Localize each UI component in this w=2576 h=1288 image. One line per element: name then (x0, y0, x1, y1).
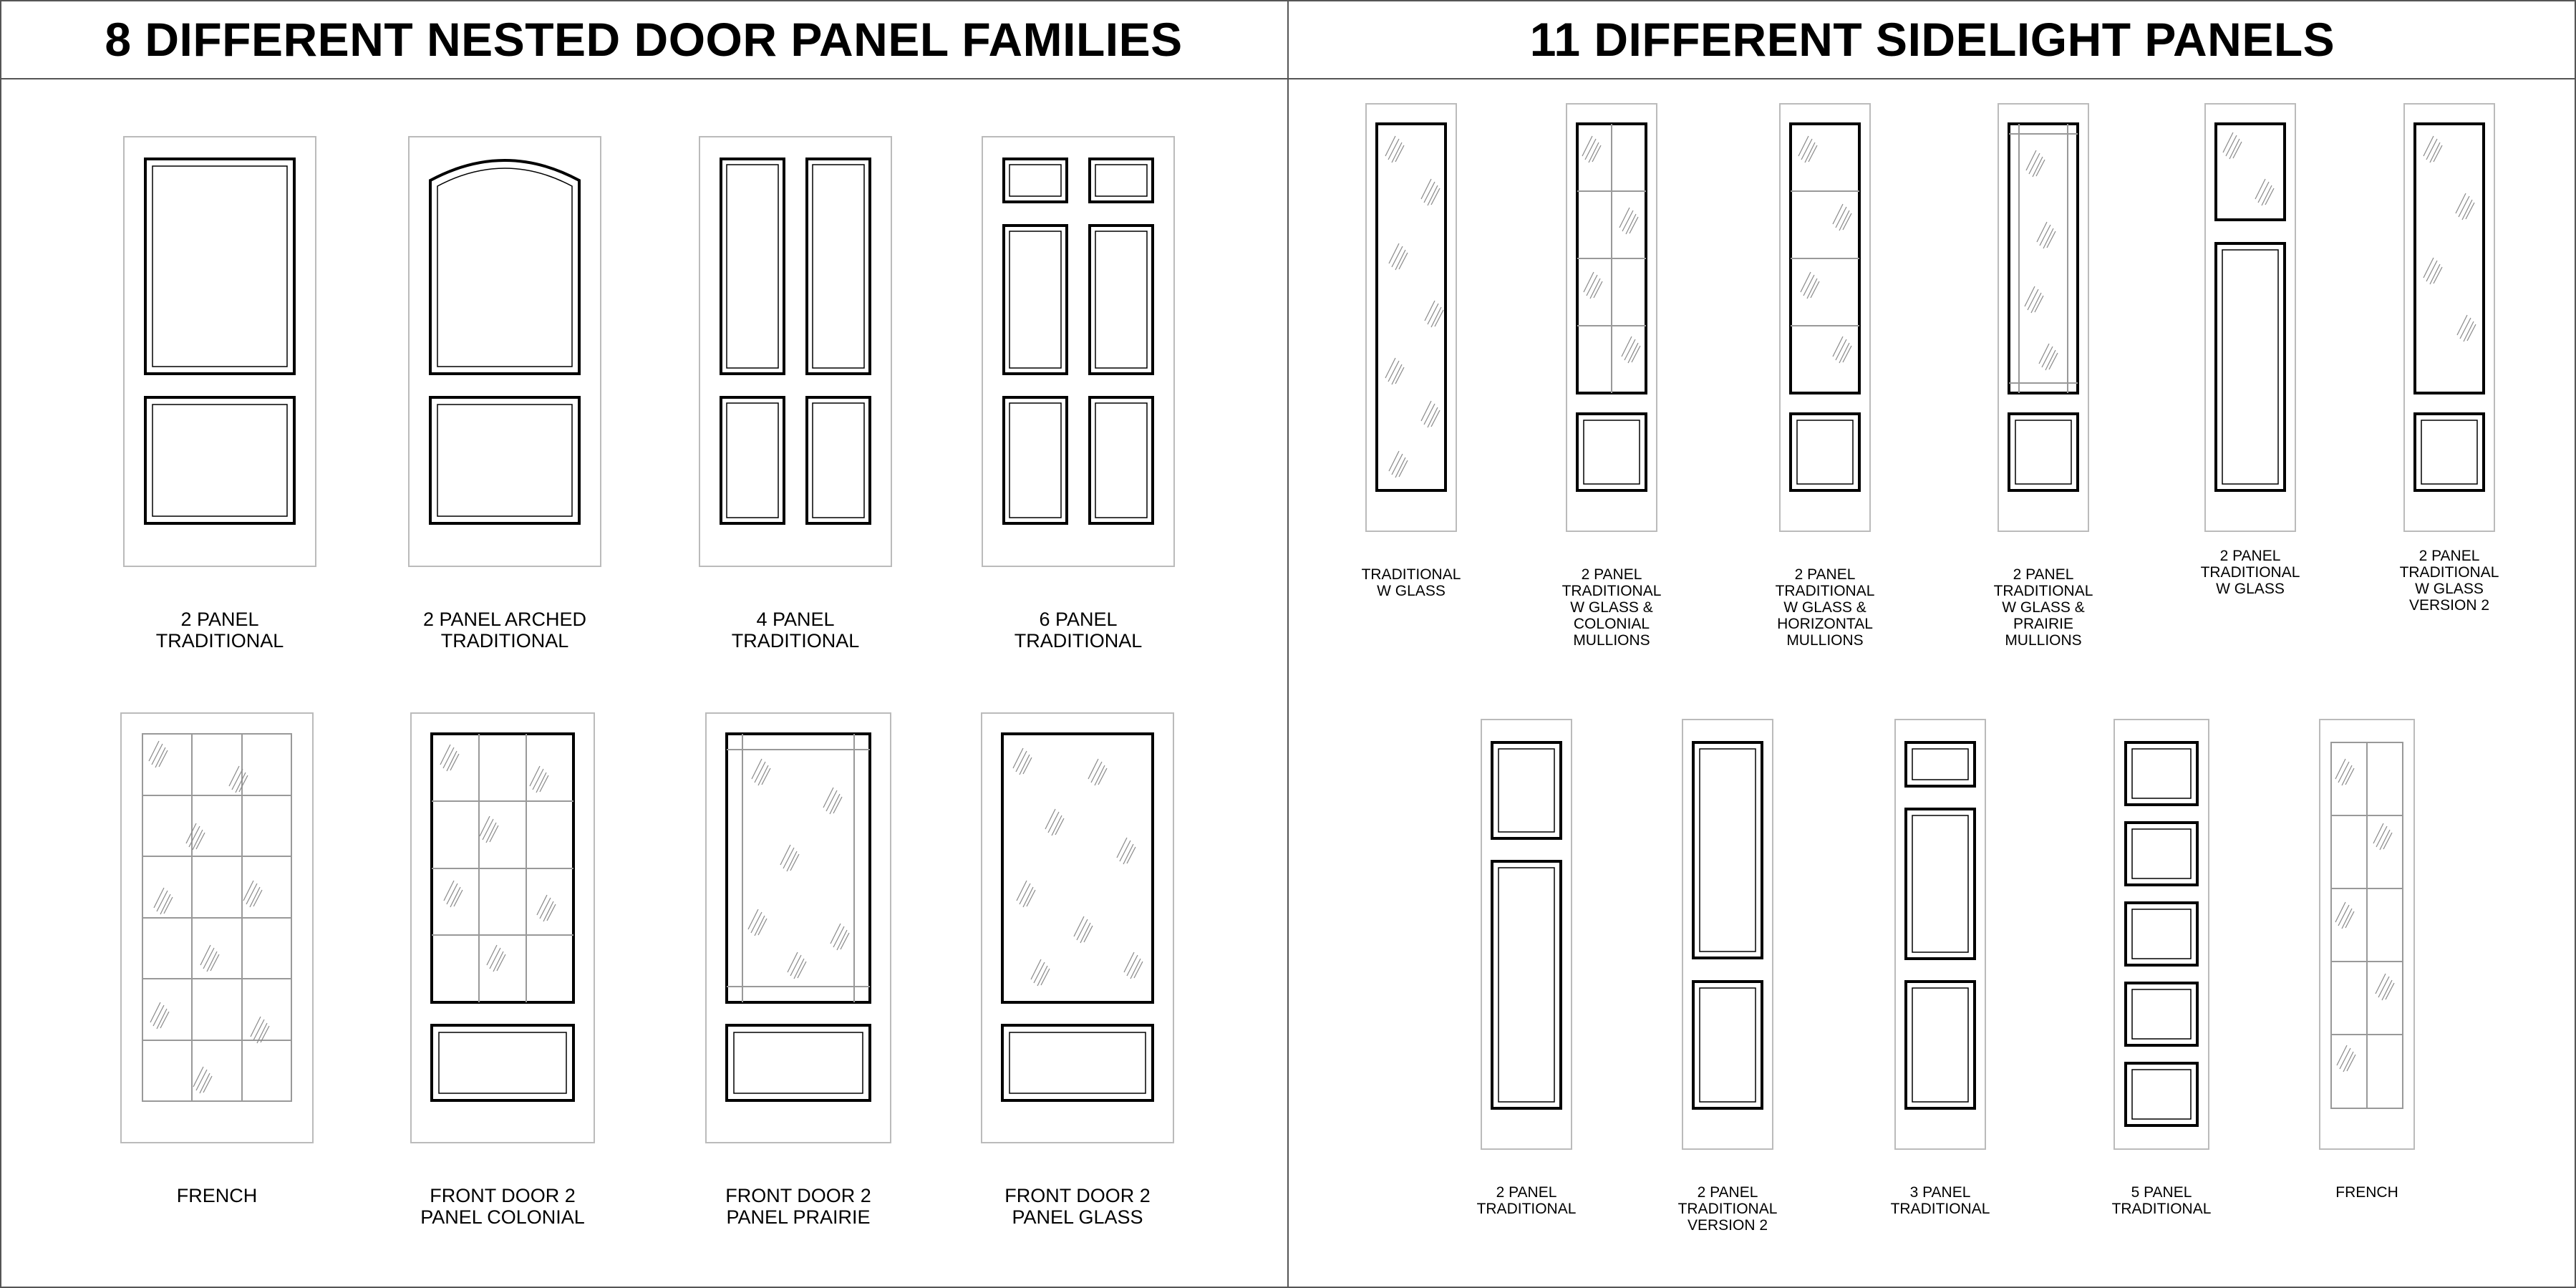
sidelight-caption-prairie-mullions: 2 PANEL TRADITIONAL W GLASS & PRAIRIE MULLIONS (1993, 566, 2093, 649)
sidelight-2-panel-traditional-w-glass-horizontal-mullions (1780, 104, 1870, 531)
sidelight-2-panel-traditional-version-2 (1682, 720, 1773, 1149)
sidelight-2-panel-traditional-w-glass-colonial-mullions (1567, 104, 1657, 531)
door-caption-french: FRENCH (176, 1185, 258, 1206)
door-front-2-panel-glass (982, 713, 1173, 1143)
door-caption-front-door-2-panel-prairie: FRONT DOOR 2 PANEL PRAIRIE (725, 1185, 871, 1228)
door-caption-2-panel-traditional: 2 PANEL TRADITIONAL (155, 609, 284, 652)
sidelight-french (2320, 720, 2414, 1149)
sidelight-2-panel-traditional-w-glass-version-2 (2404, 104, 2494, 531)
sidelight-caption-2-panel-traditional-w-glass: 2 PANEL TRADITIONAL W GLASS (2200, 548, 2300, 597)
sidelight-2-panel-traditional-w-glass (2205, 104, 2295, 531)
sidelight-2-panel-traditional (1481, 720, 1572, 1149)
door-caption-6-panel-traditional: 6 PANEL TRADITIONAL (1014, 609, 1143, 652)
sidelight-3-panel-traditional (1895, 720, 1985, 1149)
sidelight-caption-2-panel-traditional-version-2: 2 PANEL TRADITIONAL VERSION 2 (1677, 1184, 1778, 1234)
door-caption-front-door-2-panel-glass: FRONT DOOR 2 PANEL GLASS (1004, 1185, 1151, 1228)
sidelight-caption-3-panel-traditional: 3 PANEL TRADITIONAL (1890, 1184, 1990, 1217)
sidelight-traditional-w-glass (1366, 104, 1456, 531)
door-caption-2-panel-arched-traditional: 2 PANEL ARCHED TRADITIONAL (422, 609, 587, 652)
sidelight-caption-traditional-w-glass: TRADITIONAL W GLASS (1361, 566, 1461, 599)
sidelight-caption-horizontal-mullions: 2 PANEL TRADITIONAL W GLASS & HORIZONTAL MULLIONS (1775, 566, 1875, 649)
sidelight-panels-title: 11 DIFFERENT SIDELIGHT PANELS (1529, 13, 2335, 66)
door-panel-families-title: 8 DIFFERENT NESTED DOOR PANEL FAMILIES (105, 13, 1183, 66)
sidelight-caption-5-panel-traditional: 5 PANEL TRADITIONAL (2111, 1184, 2212, 1217)
door-front-2-panel-colonial (411, 713, 594, 1143)
door-caption-4-panel-traditional: 4 PANEL TRADITIONAL (731, 609, 860, 652)
door-4-panel-traditional (699, 137, 891, 566)
sidelight-caption-2-panel-traditional: 2 PANEL TRADITIONAL (1476, 1184, 1577, 1217)
door-caption-front-door-2-panel-colonial: FRONT DOOR 2 PANEL COLONIAL (420, 1185, 585, 1228)
sidelight-2-panel-traditional-w-glass-prairie-mullions (1998, 104, 2088, 531)
sidelight-caption-french: FRENCH (2335, 1184, 2398, 1201)
door-2-panel-traditional (124, 137, 316, 566)
door-front-2-panel-prairie (706, 713, 891, 1143)
door-french (121, 713, 313, 1143)
door-2-panel-arched-traditional (409, 137, 601, 566)
door-6-panel-traditional (982, 137, 1174, 566)
sidelight-caption-2-panel-traditional-w-glass-version-2: 2 PANEL TRADITIONAL W GLASS VERSION 2 (2399, 548, 2499, 614)
sidelight-5-panel-traditional (2114, 720, 2209, 1149)
sidelight-caption-colonial-mullions: 2 PANEL TRADITIONAL W GLASS & COLONIAL MULLIONS (1561, 566, 1662, 649)
